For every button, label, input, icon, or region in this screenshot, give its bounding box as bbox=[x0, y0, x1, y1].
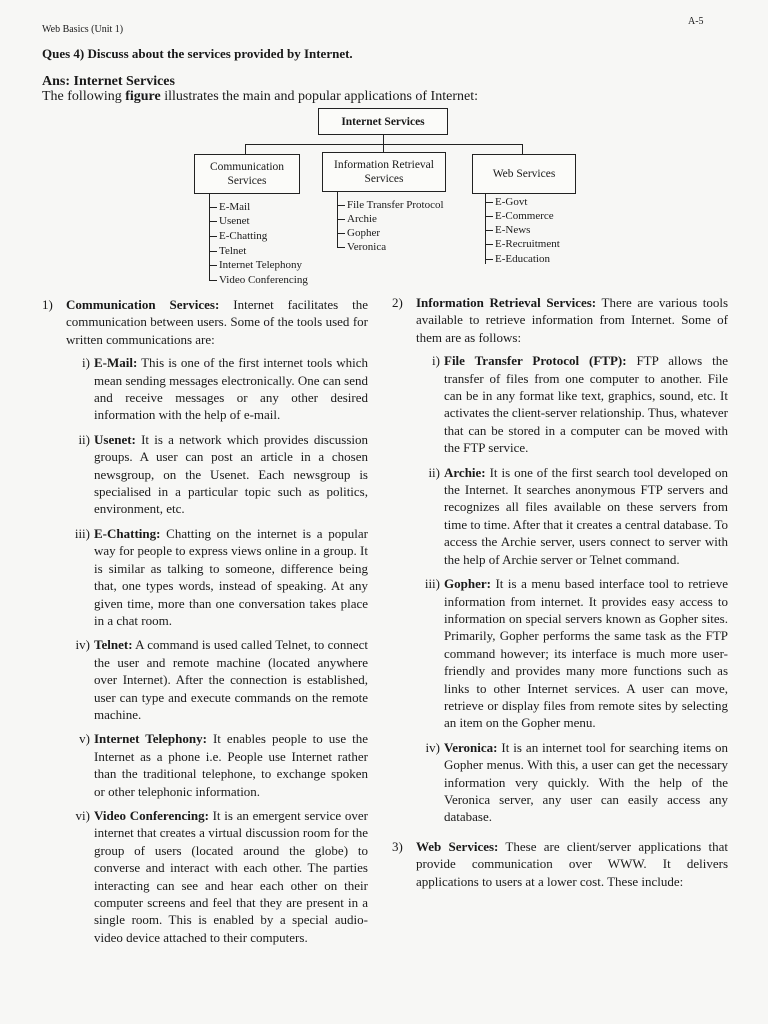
diagram-leaf: E-Commerce bbox=[485, 209, 554, 223]
list-item: vi) Video Conferencing: It is an emergent service over internet that creates a virtual discussion room for the group of users (located around the globe) to converse and interact with each other. The parties interacting can see and hear each other on their computer screens and feel that they are present in a single room. This is enabled by a special audio-video device attached to their computers. bbox=[75, 807, 368, 945]
diagram-leaf: File Transfer Protocol bbox=[337, 198, 444, 212]
list-item: iv) Veronica: It is an internet tool for searching items on Gopher menus. With this, a user can get the necessary information very quickly. With the help of the Veronica server, any user can easily access any database. bbox=[425, 739, 728, 825]
question-heading: Ques 4) Discuss about the services provided by Internet. bbox=[42, 46, 353, 61]
list-item: i) E-Mail: This is one of the first internet tools which mean sending messages electronically. One can send and receive messages or any other desired information with the help of e-mail. bbox=[82, 355, 368, 423]
diagram-leaf: Gopher bbox=[337, 226, 380, 240]
intro-text: The following figure illustrates the main and popular applications of Internet: bbox=[42, 89, 478, 104]
page-number: A-5 bbox=[688, 16, 704, 27]
section-web-services: 3) Web Services: These are client/server applications that provide communication over WWW. It delivers applications to users at a lower cost. These include: bbox=[392, 838, 728, 889]
diagram-leaf: E-Recruitment bbox=[485, 237, 560, 251]
diagram-leaf: E-Chatting bbox=[209, 229, 267, 243]
diagram-leaf: Telnet bbox=[209, 244, 246, 258]
list-item: v) Internet Telephony: It enables people to use the Internet as a phone i.e. People use Internet rather than the traditional telephone, to exchange spoken or other telephonic information. bbox=[79, 731, 368, 799]
diagram-leaf: E-News bbox=[485, 223, 530, 237]
diagram-branch-communication: Communication Services bbox=[194, 154, 300, 194]
left-column bbox=[42, 296, 368, 953]
connector bbox=[383, 135, 384, 144]
diagram-leaf: Archie bbox=[337, 212, 377, 226]
connector bbox=[522, 144, 523, 154]
running-header: Web Basics (Unit 1) bbox=[42, 24, 124, 35]
diagram-root: Internet Services bbox=[318, 108, 448, 135]
section-title: Information Retrieval Services: bbox=[416, 295, 597, 310]
diagram-leaf: E-Education bbox=[485, 252, 550, 266]
list-item: ii) Usenet: It is a network which provides discussion groups. A user can post an article in a chosen newsgroup, on the Usenet. Each newsgroup is specialised in a particular topic such as politics, environment, etc. bbox=[78, 431, 368, 517]
list-item: iii) Gopher: It is a menu based interface tool to retrieve information from internet. It provides easy access to information on special servers known as Gopher sites. Primarily, Gopher performs the same task as the FTP command however; its interface is much more user-friendly and provides many more functions such as links to other Internet services. A user can move, retrieve or display files from remote sites by selecting an item on the Gopher menu. bbox=[424, 576, 728, 731]
diagram-leaf: Veronica bbox=[337, 240, 386, 254]
section-title: Web Services: bbox=[416, 838, 499, 854]
section-information-retrieval: 2) Information Retrieval Services: There are various tools available to retrieve information from Internet. Some of them are as follows: bbox=[392, 295, 729, 345]
connector bbox=[383, 144, 384, 152]
right-column bbox=[392, 294, 728, 896]
list-item: iv) Telnet: A command is used called Telnet, to connect the user and remote machine (located anywhere over Internet). After the connection is established, user can type and execute commands on the remote machine. bbox=[75, 637, 368, 722]
section-communication: 1) Communication Services: Internet facilitates the communication between users. Some of the tools used for written communications are: bbox=[42, 297, 368, 347]
diagram-leaf: Usenet bbox=[209, 214, 250, 228]
diagram-leaf: E-Govt bbox=[485, 195, 527, 209]
list-item: ii) Archie: It is one of the first search tool developed on the Internet. It searches anonymous FTP servers and recognizes all files available on these servers from time to time. After that it creates a central database. To access the Archie server, users connect to server with the help of Archie server or Telnet command. bbox=[428, 464, 729, 567]
diagram-leaf: E-Mail bbox=[209, 200, 250, 214]
list-item: iii) E-Chatting: Chatting on the internet is a popular way for people to express views online in a group. It is similar as talking to someone, difference being that, one types words, instead of speaking. At any given time, more than one conversation takes place in a chat room. bbox=[74, 525, 368, 628]
diagram-leaf: Internet Telephony bbox=[209, 258, 302, 272]
list-item: i) File Transfer Protocol (FTP): FTP allows the transfer of files from one computer to another. File can be in any format like text, graphics, sound, etc. It activates the client-server relationship. Thus, whatever that can be stored in a computer can be moved with the FTP service. bbox=[432, 353, 728, 456]
section-title: Communication Services: bbox=[66, 297, 220, 312]
connector bbox=[245, 144, 246, 154]
answer-heading: Ans: Internet Services bbox=[42, 74, 175, 89]
diagram-branch-information: Information Retrieval Services bbox=[322, 152, 446, 192]
diagram-branch-web: Web Services bbox=[472, 154, 576, 194]
diagram-leaf: Video Conferencing bbox=[209, 273, 308, 287]
